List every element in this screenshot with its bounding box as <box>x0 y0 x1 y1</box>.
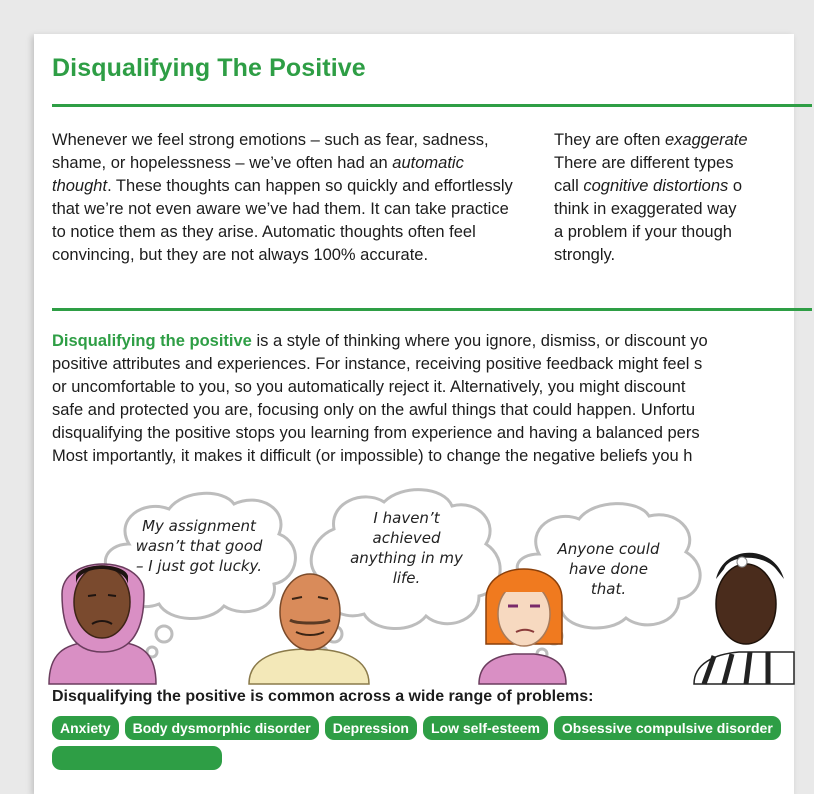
problem-tag: Obsessive compulsive disorder <box>554 716 781 740</box>
problem-tag: Depression <box>325 716 417 740</box>
intro-right-line <box>554 175 814 198</box>
definition-term: Disqualifying the positive <box>52 332 252 350</box>
intro-text-cont: . These thoughts can happen so quickly and effortlessly that we’re not even aware we’ve had them. It can take practice to notice them as they arise. Automatic thoughts often feel convincing, but they are not always 100% accurate. <box>52 177 513 264</box>
problem-tag: Low self-esteem <box>423 716 548 740</box>
thought-text-1 <box>114 516 284 576</box>
definition-line: disqualifying the positive stops you learning from experience and having a balanced pers <box>52 424 700 442</box>
problems-heading: Disqualifying the positive is common across a wide range of problems: <box>52 688 594 705</box>
thought-text-2 <box>324 508 489 588</box>
thought-line: have done <box>568 560 648 578</box>
thought-line: achieved <box>372 529 441 547</box>
intro-right-line: a problem if your though <box>554 223 732 241</box>
thought-line: My assignment <box>142 517 256 535</box>
thought-illustration <box>34 484 794 684</box>
thought-line: that. <box>590 580 627 598</box>
intro-right-paragraph <box>554 129 814 267</box>
definition-line: Most importantly, it makes it difficult (or impossible) to change the negative beliefs you h <box>52 447 693 465</box>
intro-text: Whenever we feel strong emotions – such as fear, sadness, shame, or hopelessness – we’ve often had an <box>52 131 489 172</box>
person-hoodie-avatar <box>49 564 156 684</box>
intro-right-line: strongly. <box>554 246 616 264</box>
intro-right-line <box>554 129 814 152</box>
person-partial-avatar <box>694 553 794 684</box>
title-divider <box>52 104 812 107</box>
intro-right-emphasis: exaggerate <box>664 131 748 149</box>
intro-right-emphasis: cognitive distortions <box>583 177 729 195</box>
problem-tag: Body dysmorphic disorder <box>125 716 319 740</box>
intro-emphasis: automatic thought <box>52 154 464 195</box>
intro-right-line: think in exaggerated way <box>554 200 737 218</box>
thought-line: I haven’t <box>373 509 440 527</box>
thought-line: wasn’t that good <box>135 537 263 555</box>
worksheet-page <box>34 34 794 794</box>
definition-line: or uncomfortable to you, so you automatically reject it. Alternatively, you might discount <box>52 378 686 396</box>
definition-paragraph <box>52 330 812 468</box>
definition-line <box>52 330 812 353</box>
definition-text: is a style of thinking where you ignore, dismiss, or discount yo <box>251 332 708 350</box>
thought-line: – I just got lucky. <box>135 557 263 575</box>
section-divider <box>52 308 812 311</box>
definition-line: positive attributes and experiences. For instance, receiving positive feedback might feel s <box>52 355 703 373</box>
intro-left-paragraph <box>52 129 522 267</box>
intro-right-text: They are often <box>554 131 665 149</box>
problem-tag-cutoff <box>52 746 222 770</box>
thought-line: anything in my <box>350 549 463 567</box>
definition-line: safe and protected you are, focusing only on the awful things that could happen. Unfortu <box>52 401 696 419</box>
intro-right-text: call <box>554 177 584 195</box>
thought-text-3 <box>526 539 691 599</box>
intro-right-line: There are different types <box>554 154 734 172</box>
thought-line: life. <box>392 569 421 587</box>
problem-tag-list <box>52 716 812 770</box>
problem-tag: Anxiety <box>52 716 119 740</box>
thought-line: Anyone could <box>557 540 660 558</box>
page-title: Disqualifying The Positive <box>52 54 366 82</box>
intro-right-text: o <box>728 177 743 195</box>
